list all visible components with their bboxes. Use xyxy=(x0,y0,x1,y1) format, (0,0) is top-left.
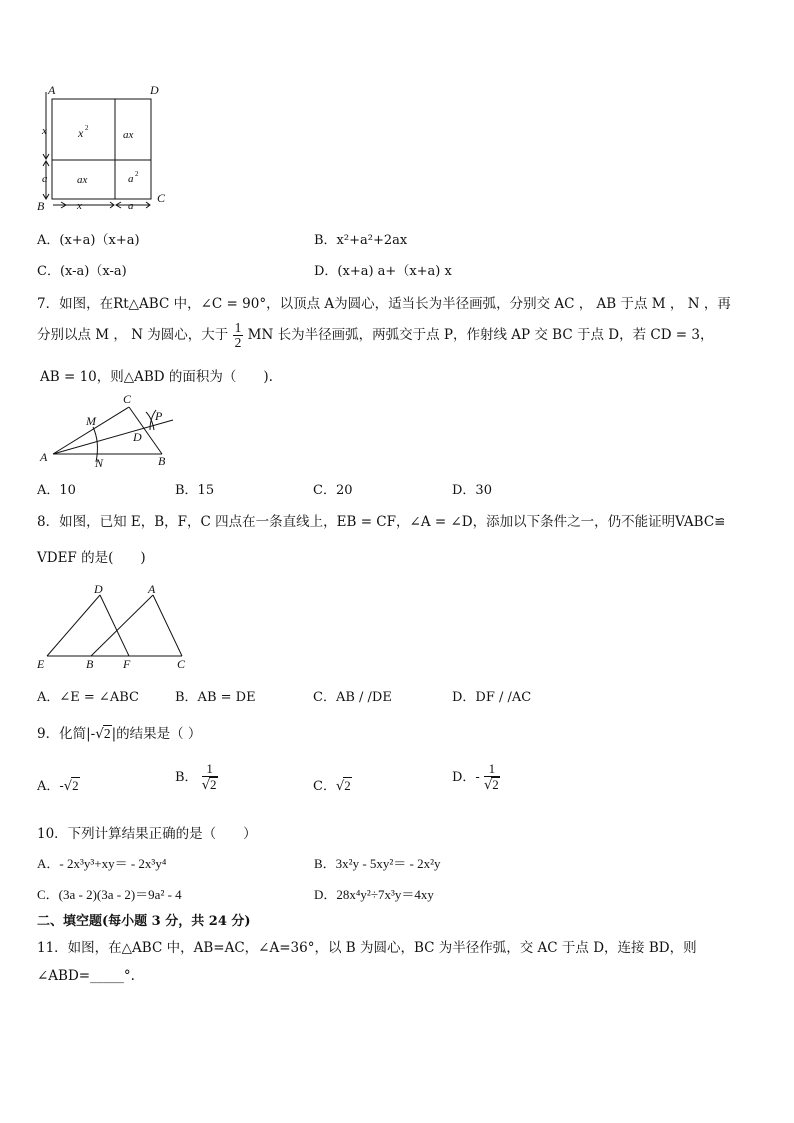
q8-option-b[interactable]: B．AB = DE xyxy=(175,690,256,705)
q7-fraction-den: 2 xyxy=(234,335,242,350)
q7-option-b[interactable]: B．15 xyxy=(175,483,215,498)
section-title-fill-in: 二、填空题(每小题 3 分，共 24 分) xyxy=(37,914,251,929)
q7-stem-line2 xyxy=(37,321,714,350)
q8-option-c[interactable]: C．AB / /DE xyxy=(313,690,392,705)
q8-stem-line1: 8．如图，已知 E，B，F，C 四点在一条直线上，EB = CF，∠A = ∠D，添加以下条件之一，仍不能证明VABC≌ xyxy=(37,514,726,530)
q8-option-d[interactable]: D．DF / /AC xyxy=(452,690,532,705)
fig7-label-P: P xyxy=(155,409,163,423)
fig7-label-B: B xyxy=(158,454,166,468)
q9-option-b-rad: 2 xyxy=(210,777,217,792)
q11-stem-line1: 11．如图，在△ABC 中，AB=AC，∠A=36°，以 B 为圆心，BC 为半径作弧，交 AC 于点 D，连接 BD，则 xyxy=(37,940,697,956)
q7-triangle-figure xyxy=(36,390,186,470)
fig6-cell-x2-sup: 2 xyxy=(85,124,89,132)
q9-option-d-den: √2 xyxy=(483,777,499,793)
q9-option-d-num: 1 xyxy=(484,762,500,777)
q6-square-figure xyxy=(34,82,174,217)
q10-stem: 10．下列计算结果正确的是（ ） xyxy=(37,826,257,842)
q7-stem-line3: AB = 10，则△ABD 的面积为（ ). xyxy=(40,369,273,385)
q7-option-c[interactable]: C．20 xyxy=(313,483,353,498)
q9-option-a[interactable]: A．-√2 xyxy=(37,778,79,794)
q9-option-d[interactable] xyxy=(452,762,500,793)
fig7-label-N: N xyxy=(95,456,104,470)
q7-fraction xyxy=(233,321,244,350)
q9-option-d-fraction xyxy=(484,762,500,793)
q7-line2-pre: 分别以点 M ， N 为圆心，大于 xyxy=(37,327,229,343)
q10-option-d[interactable]: D．28x⁴y²÷7x³y＝4xy xyxy=(314,887,434,902)
q6-option-d[interactable]: D．(x+a) a+（x+a) x xyxy=(314,264,452,279)
q8-stem-line2: VDEF 的是( ) xyxy=(37,550,146,566)
q9-stem-rad: 2 xyxy=(103,726,111,741)
fig6-cell-ax-bottom: ax xyxy=(77,174,88,186)
fig8-label-A: A xyxy=(148,582,156,596)
fig6-side-a: a xyxy=(42,173,48,185)
q9-option-b-num: 1 xyxy=(202,762,218,777)
fig6-side-x: x xyxy=(42,125,47,137)
side-DE xyxy=(47,595,100,656)
q9-stem-post: |的结果是（ ） xyxy=(111,726,202,742)
fig6-bottom-a: a xyxy=(128,200,134,212)
q6-option-c[interactable]: C．(x-a)（x-a) xyxy=(37,264,127,279)
q9-option-c-label: C． xyxy=(313,779,336,794)
fig7-label-C: C xyxy=(123,392,132,406)
fig6-label-D: D xyxy=(150,83,159,97)
q7-line2-post: MN 长为半径画弧，两弧交于点 P，作射线 AP 交 BC 于点 D，若 CD = 3， xyxy=(247,327,714,343)
fig6-label-A: A xyxy=(48,83,56,97)
q9-option-d-rad: 2 xyxy=(492,777,499,792)
fig7-label-A: A xyxy=(40,450,48,464)
side-AB xyxy=(91,595,153,656)
fig8-label-C: C xyxy=(177,657,186,671)
fig6-label-C: C xyxy=(157,191,166,205)
fig6-label-B: B xyxy=(37,199,45,213)
fig6-cell-a2-sup: 2 xyxy=(135,170,139,178)
fig8-label-D: D xyxy=(94,582,103,596)
q9-option-c[interactable]: C．√2 xyxy=(313,778,351,794)
fig8-label-E: E xyxy=(37,657,45,671)
fig7-label-D: D xyxy=(133,430,142,444)
q10-option-c[interactable]: C．(3a - 2)(3a - 2)＝9a² - 4 xyxy=(37,887,182,902)
q11-stem-line2: ∠ABD=_____°. xyxy=(37,968,135,984)
q7-stem-line1: 7．如图，在Rt△ABC 中，∠C = 90°，以顶点 A为圆心，适当长为半径画弧，分别交 AC ， AB 于点 M ， N ，再 xyxy=(37,296,731,312)
q6-option-a[interactable]: A．(x+a)（x+a) xyxy=(37,233,140,248)
q9-stem-pre: 9．化简|- xyxy=(37,726,96,742)
fig6-cell-ax-top: ax xyxy=(123,129,134,141)
q8-triangles-figure xyxy=(34,578,194,673)
q9-option-b-label: B． xyxy=(175,770,198,785)
q6-option-b[interactable]: B．x²+a²+2ax xyxy=(314,233,408,248)
ray-AP xyxy=(53,420,173,454)
q9-option-b-fraction xyxy=(202,762,218,793)
q9-option-a-rad: 2 xyxy=(72,778,79,793)
fig6-cell-a2: a xyxy=(128,173,134,185)
q9-stem: 9．化简|-√2|的结果是（ ） xyxy=(37,726,202,742)
fig6-bottom-x: x xyxy=(77,200,82,212)
q9-option-a-label: A．- xyxy=(37,779,64,794)
side-DF xyxy=(100,595,129,656)
q7-fraction-num: 1 xyxy=(234,320,242,335)
q7-option-a[interactable]: A．10 xyxy=(37,483,76,498)
fig6-cell-x2: x xyxy=(78,126,84,140)
q9-option-b[interactable] xyxy=(175,762,218,793)
q7-option-d[interactable]: D．30 xyxy=(452,483,492,498)
outer-square xyxy=(52,99,151,199)
q9-option-c-rad: 2 xyxy=(344,778,351,793)
q9-option-d-label: D．- xyxy=(452,770,480,785)
fig8-label-B: B xyxy=(86,657,94,671)
side-AC xyxy=(153,595,182,656)
fig7-label-M: M xyxy=(86,414,96,428)
q10-option-b[interactable]: B．3x²y - 5xy²＝ - 2x²y xyxy=(314,856,441,871)
q9-option-b-den: √2 xyxy=(201,777,217,793)
fig8-label-F: F xyxy=(123,657,131,671)
q8-option-a[interactable]: A．∠E = ∠ABC xyxy=(37,690,139,705)
q10-option-a[interactable]: A．- 2x³y³+xy＝ - 2x³y⁴ xyxy=(37,856,167,871)
